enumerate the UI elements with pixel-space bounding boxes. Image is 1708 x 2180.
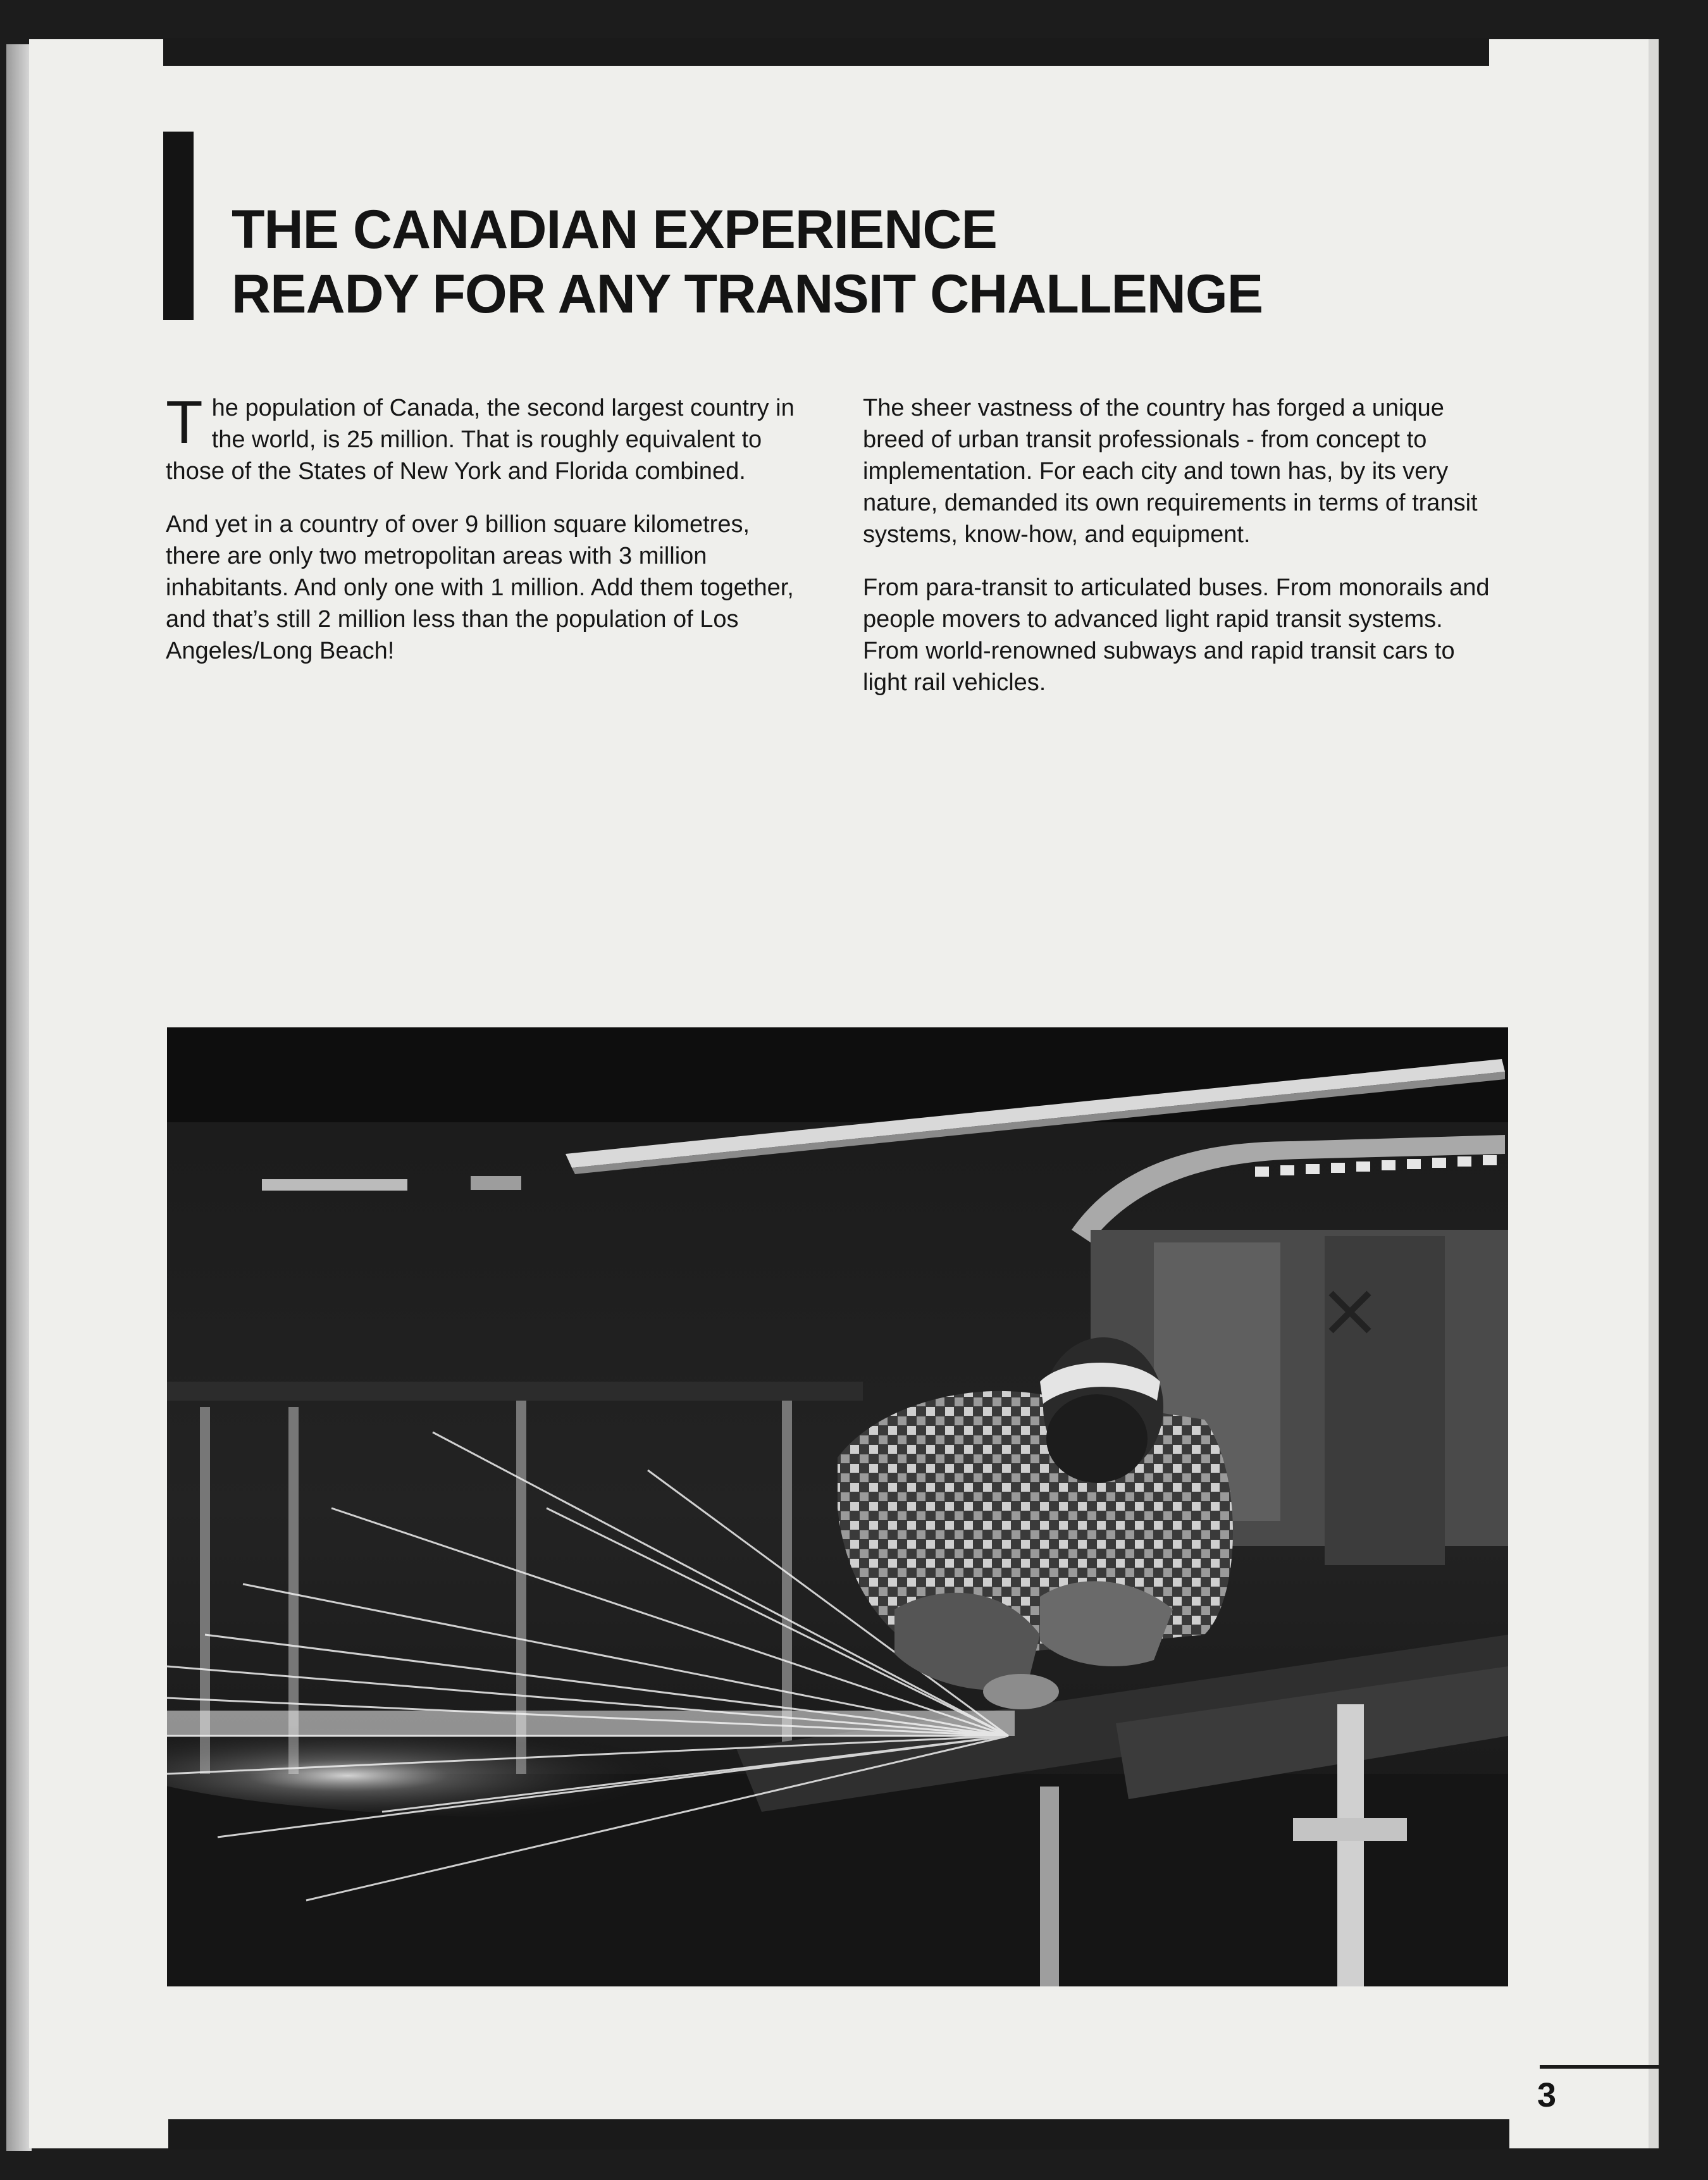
welder-photo [167, 1027, 1508, 1986]
section-marker-bar [163, 132, 194, 320]
right-paragraph-1: The sheer vastness of the country has forged a unique breed of urban transit professionals - from concept to implementation. For each city and town has, by its very nature, demanded its own requirements in terms of transit systems, know-how, and equipment. [863, 395, 1478, 548]
title-line-1: THE CANADIAN EXPERIENCE [232, 199, 997, 260]
page-number: 3 [1537, 2076, 1557, 2114]
drop-cap: T [166, 388, 203, 456]
welder-photo-image [167, 1027, 1508, 1986]
left-text-column [166, 388, 808, 688]
page-number-rule [1540, 2065, 1660, 2069]
left-paragraph-1-text: he population of Canada, the second largest country in the world, is 25 million. That is roughly equivalent to those of the States of New York and Florida combined. [166, 395, 795, 485]
page-edge [1649, 39, 1659, 2148]
right-text-column [863, 392, 1502, 720]
bottom-rule [168, 2119, 1509, 2150]
title-line-2: READY FOR ANY TRANSIT CHALLENGE [232, 264, 1263, 325]
left-paragraph-2: And yet in a country of over 9 billion square kilometres, there are only two metropolitan areas with 3 million inhabitants. And only one with 1 million. Add them together, and that’s still 2 million less than the population of Los Angeles/Long Beach! [166, 511, 794, 664]
binding-edge [6, 44, 32, 2151]
left-paragraph-1 [166, 388, 808, 487]
top-rule [163, 38, 1489, 66]
right-paragraph-2: From para-transit to articulated buses. From monorails and people movers to advanced light rapid transit systems. From world-renowned subways and rapid transit cars to light rail vehicles. [863, 574, 1490, 696]
page-title [232, 197, 1560, 326]
